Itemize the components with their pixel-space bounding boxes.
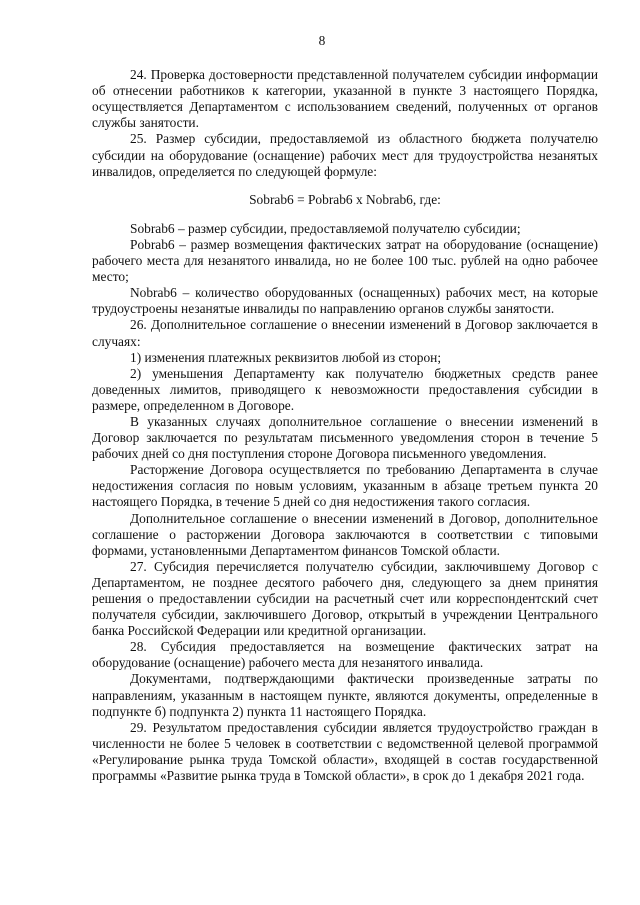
paragraph-28-documents: Документами, подтверждающими фактически произведенные затраты по направлениям, указанным в настоящем пункте, являются документы, определенные в подпункте б) подпункта 2) пункта 11 настоящего Порядка.	[92, 671, 598, 719]
paragraph-25: 25. Размер субсидии, предоставляемой из областного бюджета получателю субсидии на оборудование (оснащение) рабочих мест для трудоустройства незанятых инвалидов, определяется по следующей формуле:	[92, 131, 598, 179]
paragraph-28: 28. Субсидия предоставляется на возмещение фактических затрат на оборудование (оснащение) рабочего места для незанятого инвалида.	[92, 639, 598, 671]
definition-nobrab: Nobrab6 – количество оборудованных (оснащенных) рабочих мест, на которые трудоустроены незанятые инвалиды по направлению органов службы занятости.	[92, 285, 598, 317]
paragraph-26-forms: Дополнительное соглашение о внесении изменений в Договор, дополнительное соглашение о расторжении Договора заключаются в соответствии с типовыми формами, установленными Департаментом финансов Томской области.	[92, 510, 598, 558]
paragraph-27: 27. Субсидия перечисляется получателю субсидии, заключившему Договор с Департаментом, не позднее десятого рабочего дня, следующего за днем принятия решения о предоставлении субсидии на расчетный счет или корреспондентский счет получателя субсидии, заключившего Договор, открытый в учреждении Центрального банка Российской Федерации или кредитной организации.	[92, 558, 598, 639]
paragraph-24: 24. Проверка достоверности представленной получателем субсидии информации об отнесении работников к категории, указанной в пункте 3 настоящего Порядка, осуществляется Департаментом с использованием сведений, полученных от органов службы занятости.	[92, 67, 598, 131]
definition-sobrab: Sobrab6 – размер субсидии, предоставляемой получателю субсидии;	[130, 220, 521, 236]
list-item-2: 2) уменьшения Департаменту как получателю бюджетных средств ранее доведенных лимитов, приводящего к невозможности предоставления субсидии в размере, определенном в Договоре.	[92, 365, 598, 413]
definition-pobrab: Pobrab6 – размер возмещения фактических затрат на оборудование (оснащение) рабочего места для незанятого инвалида, но не более 100 тыс. рублей на одно рабочее место;	[92, 236, 598, 285]
paragraph-26: 26. Дополнительное соглашение о внесении изменений в Договор заключается в случаях:	[92, 317, 598, 349]
page-number: 8	[318, 33, 326, 48]
paragraph-26-cases: В указанных случаях дополнительное соглашение о внесении изменений в Договор заключается по результатам письменного уведомления сторон в течение 5 рабочих дней со дня поступления стороне Договора письменного уведомления.	[92, 413, 598, 462]
list-item-1: 1) изменения платежных реквизитов любой из сторон;	[130, 349, 442, 365]
paragraph-26-termination: Расторжение Договора осуществляется по требованию Департамента в случае недостижения согласия по новым условиям, указанным в абзаце третьем пункта 20 настоящего Порядка, в течение 5 дней со дня недостижения такого согласия.	[92, 462, 598, 510]
paragraph-29: 29. Результатом предоставления субсидии является трудоустройство граждан в численности не более 5 человек в соответствии с ведомственной целевой программой «Регулирование рынка труда Томской области», входящей в состав государственной программы «Развитие рынка труда в Томской области», в срок до 1 декабря 2021 года.	[92, 719, 598, 784]
formula: Sobrab6 = Pobrab6 x Nobrab6, где:	[249, 191, 441, 207]
